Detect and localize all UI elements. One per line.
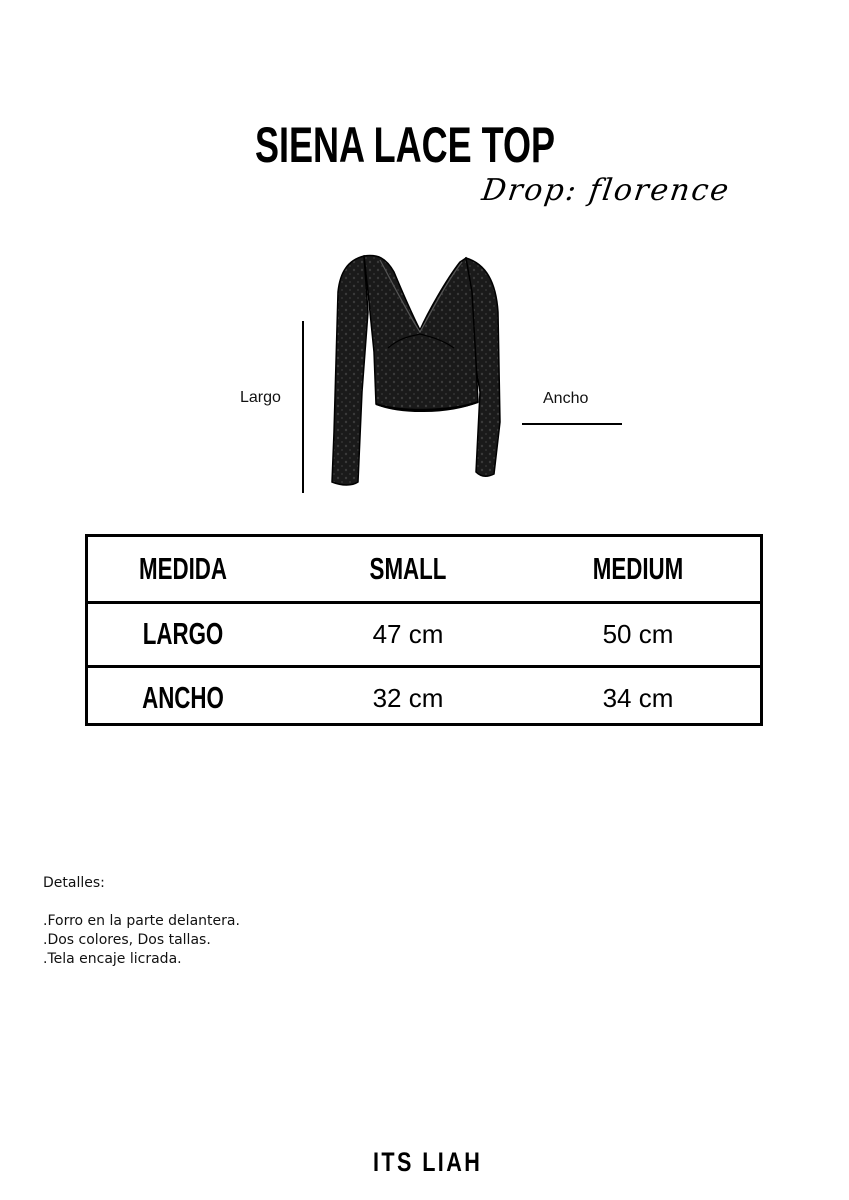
table-row: [88, 601, 760, 668]
width-measure-line: [522, 423, 622, 425]
column-header-medida: MEDIDA: [138, 551, 228, 586]
column-header-small: SMALL: [369, 551, 447, 586]
size-chart-table: [85, 534, 763, 726]
table-row: [88, 665, 760, 732]
brand-footer: ITS LIAH: [373, 1147, 483, 1177]
column-header-medium: MEDIUM: [592, 551, 684, 586]
length-label: Largo: [240, 389, 281, 406]
row-label-ancho: ANCHO: [142, 680, 224, 715]
length-measure-line: [302, 321, 304, 493]
row-label-largo: LARGO: [142, 616, 224, 651]
largo-small-value: 47 cm: [372, 619, 444, 649]
details-heading: Detalles:: [43, 875, 105, 891]
details-section: [43, 874, 240, 969]
ancho-small-value: 32 cm: [372, 683, 444, 713]
product-title: SIENA LACE TOP: [254, 117, 556, 173]
largo-medium-value: 50 cm: [602, 619, 674, 649]
lace-top-image: [328, 252, 506, 488]
ancho-medium-value: 34 cm: [602, 683, 674, 713]
width-label: Ancho: [543, 390, 589, 407]
table-header-row: [88, 537, 760, 601]
detail-item: .Forro en la parte delantera.: [43, 913, 240, 929]
detail-item: .Dos colores, Dos tallas.: [43, 932, 211, 948]
detail-item: .Tela encaje licrada.: [43, 951, 182, 967]
drop-subtitle: Drop: florence: [479, 173, 733, 208]
